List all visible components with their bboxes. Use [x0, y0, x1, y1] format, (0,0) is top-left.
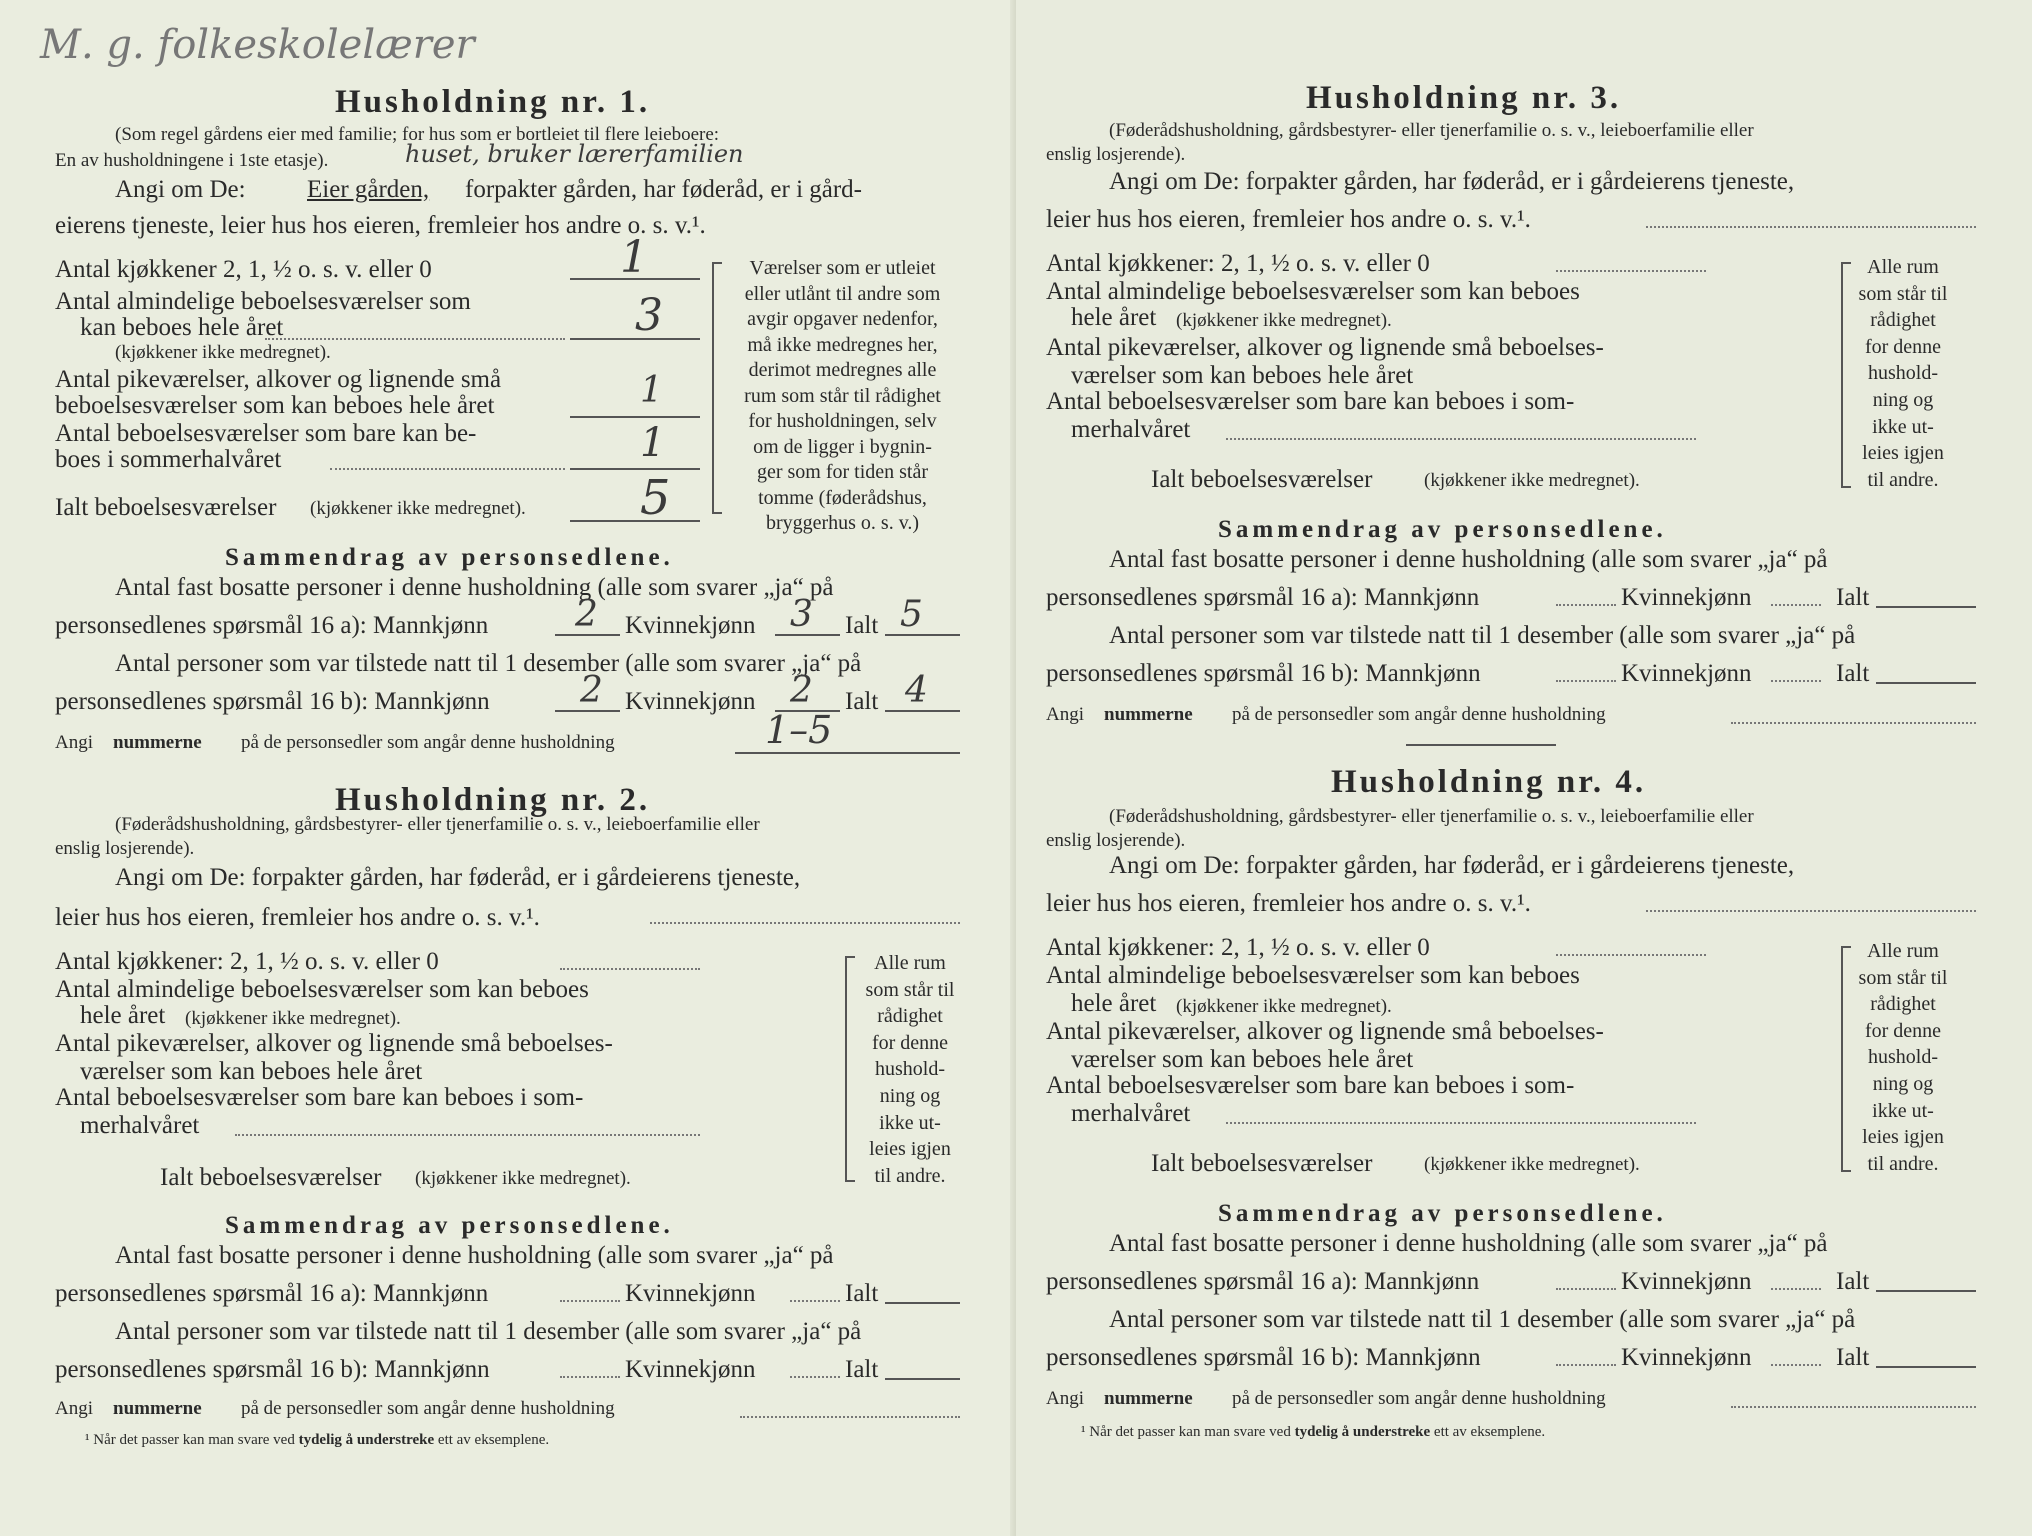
h1-note-1: (Som regel gårdens eier med familie; for hus som er bortleiet til flere leieboere:	[115, 124, 720, 145]
h4-n3: på de personsedler som angår denne husholdning	[1232, 1388, 1606, 1409]
h1-row-kitchens: Antal kjøkkener 2, 1, ½ o. s. v. eller 0	[55, 256, 432, 283]
section-divider	[1406, 744, 1556, 746]
h4-s4: personsedlenes spørsmål 16 b): Mannkjønn	[1046, 1344, 1481, 1371]
h3-n3: på de personsedler som angår denne husholdning	[1232, 704, 1606, 725]
h1-s4: personsedlenes spørsmål 16 b): Mannkjønn	[55, 688, 490, 715]
h4-s4-m-dots	[1556, 1364, 1616, 1366]
h2-s4-k-dots	[790, 1376, 840, 1378]
h3-s4-i-label: Ialt	[1836, 660, 1870, 687]
h3-row-small-a: Antal pikeværelser, alkover og lignende små beboelses-	[1046, 334, 1604, 361]
h2-s2-k-label: Kvinnekjønn	[625, 1280, 756, 1307]
h3-s4: personsedlenes spørsmål 16 b): Mannkjønn	[1046, 660, 1481, 687]
h1-side-note: Værelser som er utleiet eller utlånt til andre som avgir opgaver nedenfor, må ikke medregnes her, derimot medregnes alle rum som står til rådighet for husholdningen, selv om de ligger i bygnin- ger som for tiden står tomme (føderådshus, bryggerhus o. s. v.)	[744, 257, 941, 534]
h1-s1: Antal fast bosatte personer i denne husholdning (alle som svarer „ja“ på	[115, 574, 834, 601]
h4-row-rooms-c: (kjøkkener ikke medregnet).	[1176, 996, 1392, 1017]
h4-note-2: enslig losjerende).	[1046, 830, 1186, 851]
h4-row-summer-b: merhalvåret	[1071, 1100, 1191, 1127]
h1-rooms-value: 3	[635, 290, 663, 341]
h2-row-kitchens: Antal kjøkkener: 2, 1, ½ o. s. v. eller 0	[55, 948, 439, 975]
h3-angi-1: Angi om De: forpakter gården, har føderåd, er i gårdeierens tjeneste,	[1109, 168, 1795, 195]
h1-row-summer-b: boes i sommerhalvåret	[55, 446, 282, 473]
h2-note-1: (Føderådshusholdning, gårdsbestyrer- eller tjenerfamilie o. s. v., leieboerfamilie eller	[115, 814, 760, 835]
h3-s2-m-dots	[1556, 604, 1616, 606]
h2-s2-i-line	[885, 1302, 960, 1304]
h3-s2-i-line	[1876, 606, 1976, 608]
h1-s2-i-label: Ialt	[845, 612, 879, 639]
h2-brace	[845, 956, 855, 1182]
h4-side-note: Alle rum som står til rådighet for denne hushold- ning og ikke ut- leies igjen til andre.	[1858, 940, 1948, 1175]
h1-s4-k-label: Kvinnekjønn	[625, 688, 756, 715]
h2-angi-2: leier hus hos eieren, fremleier hos andre o. s. v.¹.	[55, 904, 540, 931]
h4-row-total-a: Ialt beboelsesværelser	[1151, 1150, 1373, 1177]
h4-n1: Angi	[1046, 1388, 1084, 1409]
h2-row-rooms-b: hele året	[80, 1002, 166, 1029]
h3-row-summer-b: merhalvåret	[1071, 416, 1191, 443]
h2-summer-dots	[235, 1134, 700, 1136]
h2-s2-k-dots	[790, 1300, 840, 1302]
h1-row-total-a: Ialt beboelsesværelser	[55, 494, 277, 521]
h1-total-line	[570, 520, 700, 522]
h2-row-total-b: (kjøkkener ikke medregnet).	[415, 1168, 631, 1189]
h4-s2-k-label: Kvinnekjønn	[1621, 1268, 1752, 1295]
h2-side-note: Alle rum som står til rådighet for denne hushold- ning og ikke ut- leies igjen til andre.	[865, 952, 955, 1187]
h1-row-rooms-a: Antal almindelige beboelsesværelser som	[55, 288, 471, 315]
h1-s4-i: 4	[905, 670, 928, 711]
h3-title: Husholdning nr. 3.	[1306, 80, 1622, 116]
h1-angi-2: eierens tjeneste, leier hus hos eieren, fremleier hos andre o. s. v.¹.	[55, 212, 706, 239]
h1-angi-1b: Eier gården,	[307, 176, 430, 203]
h4-s2-m-dots	[1556, 1288, 1616, 1290]
h2-s4-i-label: Ialt	[845, 1356, 879, 1383]
h1-s2: personsedlenes spørsmål 16 a): Mannkjønn	[55, 612, 489, 639]
h1-s3: Antal personer som var tilstede natt til 1 desember (alle som svarer „ja“ på	[115, 650, 862, 677]
h2-row-small-b: værelser som kan beboes hele året	[80, 1058, 423, 1085]
h1-s4-i-label: Ialt	[845, 688, 879, 715]
h1-s4-m: 2	[580, 670, 603, 711]
h2-s4: personsedlenes spørsmål 16 b): Mannkjønn	[55, 1356, 490, 1383]
h1-total-value: 5	[640, 470, 671, 526]
h1-note-2: En av husholdningene i 1ste etasje).	[55, 150, 329, 171]
h2-s4-i-line	[885, 1378, 960, 1380]
h1-n1: Angi	[55, 732, 93, 753]
h1-s2-k-label: Kvinnekjønn	[625, 612, 756, 639]
h4-s3: Antal personer som var tilstede natt til 1 desember (alle som svarer „ja“ på	[1109, 1306, 1856, 1333]
h3-row-rooms-b: hele året	[1071, 304, 1157, 331]
h4-n2: nummerne	[1104, 1388, 1193, 1409]
h3-s2-i-label: Ialt	[1836, 584, 1870, 611]
h3-n1: Angi	[1046, 704, 1084, 725]
h1-s2-k: 3	[790, 594, 813, 635]
h3-n-dots	[1731, 722, 1976, 724]
h2-s2-i-label: Ialt	[845, 1280, 879, 1307]
h3-row-rooms-c: (kjøkkener ikke medregnet).	[1176, 310, 1392, 331]
left-footnote: ¹ Når det passer kan man svare ved tydelig å understreke ett av eksemplene.	[85, 1432, 550, 1448]
h3-angi-2: leier hus hos eieren, fremleier hos andre o. s. v.¹.	[1046, 206, 1531, 233]
h3-row-kitchens: Antal kjøkkener: 2, 1, ½ o. s. v. eller 0	[1046, 250, 1430, 277]
h1-row-rooms-b: kan beboes hele året	[80, 314, 284, 341]
h3-side-note: Alle rum som står til rådighet for denne hushold- ning og ikke ut- leies igjen til andre.	[1858, 256, 1948, 491]
h2-s2-m-dots	[560, 1300, 620, 1302]
h2-s3: Antal personer som var tilstede natt til 1 desember (alle som svarer „ja“ på	[115, 1318, 862, 1345]
h4-summer-dots	[1226, 1122, 1696, 1124]
h4-row-total-b: (kjøkkener ikke medregnet).	[1424, 1154, 1640, 1175]
h2-s2: personsedlenes spørsmål 16 a): Mannkjønn	[55, 1280, 489, 1307]
h2-row-summer-b: merhalvåret	[80, 1112, 200, 1139]
h2-row-small-a: Antal pikeværelser, alkover og lignende små beboelses-	[55, 1030, 613, 1057]
h1-row-summer-a: Antal beboelsesværelser som bare kan be-	[55, 420, 477, 447]
h1-row-rooms-c: (kjøkkener ikke medregnet).	[115, 342, 331, 363]
h2-n2: nummerne	[113, 1398, 202, 1419]
right-footnote: ¹ Når det passer kan man svare ved tydelig å understreke ett av eksemplene.	[1081, 1424, 1546, 1440]
h4-s4-i-line	[1876, 1366, 1976, 1368]
h3-row-small-b: værelser som kan beboes hele året	[1071, 362, 1414, 389]
h1-note-handwriting: huset, bruker lærerfamilien	[405, 140, 744, 168]
h1-kitchens-value: 1	[620, 232, 648, 283]
h3-row-summer-a: Antal beboelsesværelser som bare kan beboes i som-	[1046, 388, 1575, 415]
h1-small-line	[570, 416, 700, 418]
h4-row-rooms-b: hele året	[1071, 990, 1157, 1017]
h4-s4-k-label: Kvinnekjønn	[1621, 1344, 1752, 1371]
h3-row-rooms-a: Antal almindelige beboelsesværelser som kan beboes	[1046, 278, 1580, 305]
h4-s1: Antal fast bosatte personer i denne husholdning (alle som svarer „ja“ på	[1109, 1230, 1828, 1257]
h4-row-rooms-a: Antal almindelige beboelsesværelser som kan beboes	[1046, 962, 1580, 989]
h4-title: Husholdning nr. 4.	[1331, 764, 1647, 800]
h3-s2-k-dots	[1771, 604, 1821, 606]
h2-n3: på de personsedler som angår denne husholdning	[241, 1398, 615, 1419]
h2-n-dots	[740, 1416, 960, 1418]
h2-title: Husholdning nr. 2.	[335, 782, 651, 818]
h4-n-dots	[1731, 1406, 1976, 1408]
h1-n-line	[735, 752, 960, 754]
h4-angi-dots	[1646, 910, 1976, 912]
right-page	[1016, 0, 2032, 1536]
h3-s4-m-dots	[1556, 680, 1616, 682]
h3-row-total-b: (kjøkkener ikke medregnet).	[1424, 470, 1640, 491]
h4-note-1: (Føderådshusholdning, gårdsbestyrer- eller tjenerfamilie o. s. v., leieboerfamilie eller	[1109, 806, 1754, 827]
h2-row-rooms-a: Antal almindelige beboelsesværelser som kan beboes	[55, 976, 589, 1003]
h3-row-total-a: Ialt beboelsesværelser	[1151, 466, 1373, 493]
h2-row-rooms-c: (kjøkkener ikke medregnet).	[185, 1008, 401, 1029]
h1-angi-1a: Angi om De:	[115, 176, 246, 203]
h4-row-kitchens: Antal kjøkkener: 2, 1, ½ o. s. v. eller 0	[1046, 934, 1430, 961]
h1-row-small-b: beboelsesværelser som kan beboes hele året	[55, 392, 495, 419]
h1-row-small-a: Antal pikeværelser, alkover og lignende små	[55, 366, 502, 393]
h3-summary-title: Sammendrag av personsedlene.	[1218, 516, 1667, 543]
h2-n1: Angi	[55, 1398, 93, 1419]
h4-s2-i-label: Ialt	[1836, 1268, 1870, 1295]
h2-kitchens-dots	[560, 968, 700, 970]
h3-s2-k-label: Kvinnekjønn	[1621, 584, 1752, 611]
h4-row-summer-a: Antal beboelsesværelser som bare kan beboes i som-	[1046, 1072, 1575, 1099]
h1-angi-1c: forpakter gården, har føderåd, er i gård-	[465, 176, 863, 203]
h3-s3: Antal personer som var tilstede natt til 1 desember (alle som svarer „ja“ på	[1109, 622, 1856, 649]
h3-note-1: (Føderådshusholdning, gårdsbestyrer- eller tjenerfamilie o. s. v., leieboerfamilie eller	[1109, 120, 1754, 141]
h2-s4-m-dots	[560, 1376, 620, 1378]
h1-rooms-dots	[265, 338, 565, 340]
h2-note-2: enslig losjerende).	[55, 838, 195, 859]
h4-row-small-a: Antal pikeværelser, alkover og lignende små beboelses-	[1046, 1018, 1604, 1045]
h4-s2-i-line	[1876, 1290, 1976, 1292]
h3-s4-i-line	[1876, 682, 1976, 684]
header-handwriting: M. g. folkeskolelærer	[40, 22, 475, 68]
h2-row-total-a: Ialt beboelsesværelser	[160, 1164, 382, 1191]
h2-s4-k-label: Kvinnekjønn	[625, 1356, 756, 1383]
h4-s4-i-label: Ialt	[1836, 1344, 1870, 1371]
h2-angi-1: Angi om De: forpakter gården, har føderåd, er i gårdeierens tjeneste,	[115, 864, 801, 891]
h1-n2: nummerne	[113, 732, 202, 753]
h4-row-small-b: værelser som kan beboes hele året	[1071, 1046, 1414, 1073]
h3-summer-dots	[1226, 438, 1696, 440]
h2-s1: Antal fast bosatte personer i denne husholdning (alle som svarer „ja“ på	[115, 1242, 834, 1269]
h2-summary-title: Sammendrag av personsedlene.	[225, 1212, 674, 1239]
h3-note-2: enslig losjerende).	[1046, 144, 1186, 165]
h1-s4-k: 2	[790, 670, 813, 711]
h4-kitchens-dots	[1556, 954, 1706, 956]
h3-s2: personsedlenes spørsmål 16 a): Mannkjønn	[1046, 584, 1480, 611]
h1-n3: på de personsedler som angår denne husholdning	[241, 732, 615, 753]
h3-angi-dots	[1646, 226, 1976, 228]
h4-angi-1: Angi om De: forpakter gården, har føderåd, er i gårdeierens tjeneste,	[1109, 852, 1795, 879]
h1-title: Husholdning nr. 1.	[335, 84, 651, 120]
h3-kitchens-dots	[1556, 270, 1706, 272]
h1-row-total-b: (kjøkkener ikke medregnet).	[310, 498, 526, 519]
h1-s2-m: 2	[575, 594, 598, 635]
h4-s4-k-dots	[1771, 1364, 1821, 1366]
h4-angi-2: leier hus hos eieren, fremleier hos andre o. s. v.¹.	[1046, 890, 1531, 917]
h4-s2-k-dots	[1771, 1288, 1821, 1290]
h3-s4-k-dots	[1771, 680, 1821, 682]
h2-row-summer-a: Antal beboelsesværelser som bare kan beboes i som-	[55, 1084, 584, 1111]
h3-s1: Antal fast bosatte personer i denne husholdning (alle som svarer „ja“ på	[1109, 546, 1828, 573]
h1-summary-title: Sammendrag av personsedlene.	[225, 544, 674, 571]
h1-summer-dots	[330, 468, 565, 470]
h2-angi-dots	[650, 922, 960, 924]
h1-s2-i: 5	[900, 594, 923, 635]
h4-summary-title: Sammendrag av personsedlene.	[1218, 1200, 1667, 1227]
h3-n2: nummerne	[1104, 704, 1193, 725]
h1-summer-value: 1	[640, 420, 666, 466]
h1-summer-line	[570, 468, 700, 470]
h3-s4-k-label: Kvinnekjønn	[1621, 660, 1752, 687]
h1-n-value: 1–5	[765, 708, 833, 752]
h4-s2: personsedlenes spørsmål 16 a): Mannkjønn	[1046, 1268, 1480, 1295]
h1-small-value: 1	[640, 370, 663, 411]
